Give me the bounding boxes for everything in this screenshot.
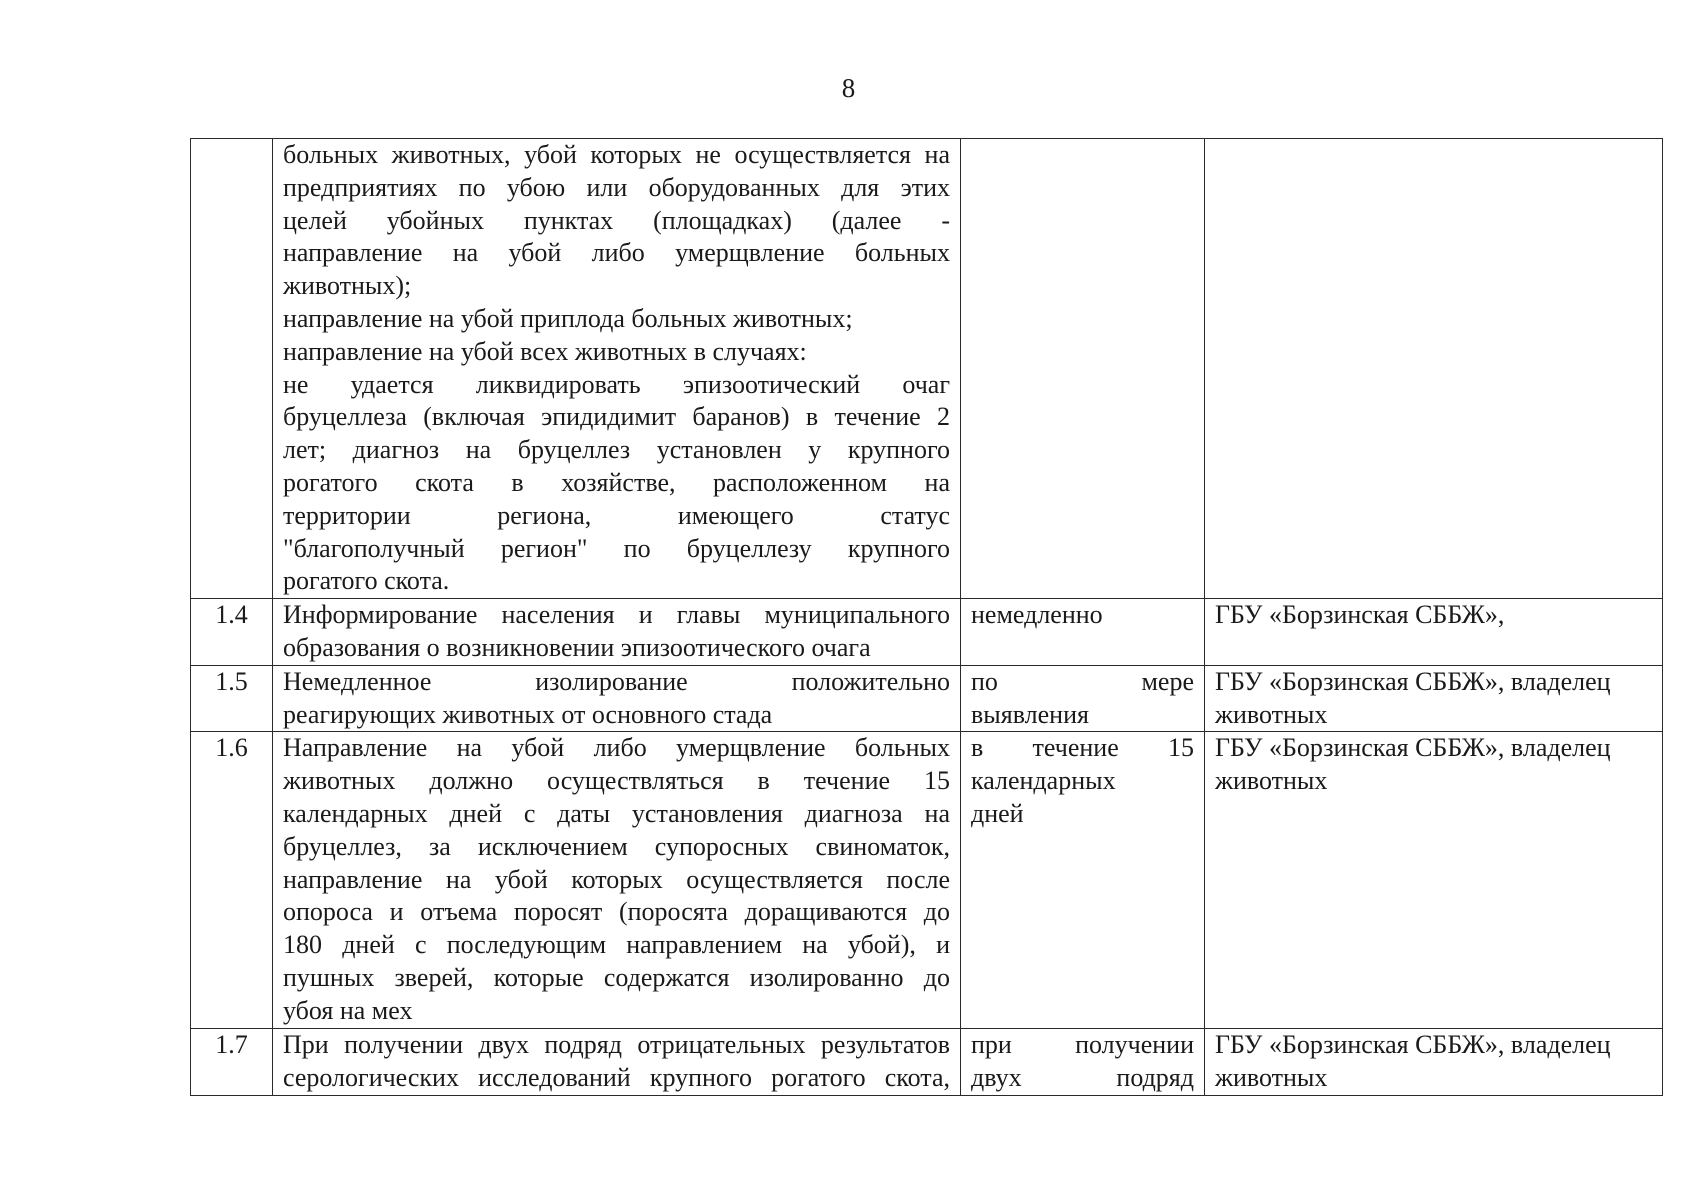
term-line: выявления bbox=[971, 699, 1089, 729]
action-line: лет; диагноз на бруцеллез установлен у крупного bbox=[283, 435, 950, 465]
action-line: При получении двух подряд отрицательных результатов bbox=[283, 1030, 950, 1060]
action-line: предприятиях по убою или оборудованных для этих bbox=[283, 172, 950, 202]
action-line: бруцеллез, за исключением супоросных свиноматок, bbox=[283, 831, 950, 861]
row-number: 1.7 bbox=[191, 1029, 273, 1096]
action-line: не удается ликвидировать эпизоотический очаг bbox=[283, 369, 950, 399]
action-cell bbox=[273, 139, 961, 599]
responsible-line: ГБУ «Борзинская СББЖ», владелец bbox=[1215, 666, 1611, 696]
action-line: больных животных, убой которых не осуществляется на bbox=[283, 140, 950, 169]
page-number: 8 bbox=[841, 73, 856, 103]
term-cell bbox=[961, 732, 1205, 1029]
term-cell bbox=[961, 665, 1205, 732]
term-line: двух подряд bbox=[971, 1063, 1194, 1093]
row-number: 1.6 bbox=[191, 732, 273, 1029]
term-cell bbox=[961, 1029, 1205, 1096]
action-line: "благополучный регион" по бруцеллезу крупного bbox=[283, 533, 950, 563]
responsible-line: ГБУ «Борзинская СББЖ», bbox=[1215, 600, 1505, 630]
action-line: направление на убой которых осуществляется после bbox=[283, 864, 950, 894]
term-cell bbox=[961, 139, 1205, 599]
term-line: по мере bbox=[971, 666, 1194, 696]
action-line: серологических исследований крупного рогатого скота, bbox=[283, 1063, 950, 1093]
action-line: убоя на мех bbox=[283, 995, 413, 1025]
action-cell bbox=[273, 665, 961, 732]
table-row bbox=[191, 1029, 1663, 1096]
action-line: пушных зверей, которые содержатся изолированно до bbox=[283, 962, 950, 992]
table-row bbox=[191, 599, 1663, 666]
action-line: Информирование населения и главы муниципального bbox=[283, 600, 950, 630]
table-row bbox=[191, 732, 1663, 1029]
action-line: рогатого скота. bbox=[283, 566, 450, 596]
row-number: 1.4 bbox=[191, 599, 273, 666]
action-line: календарных дней с даты установления диагноза на bbox=[283, 798, 950, 828]
action-line: направление на убой приплода больных животных; bbox=[283, 303, 853, 333]
responsible-cell bbox=[1205, 732, 1663, 1029]
action-line: рогатого скота в хозяйстве, расположенном на bbox=[283, 467, 950, 497]
table-row bbox=[191, 139, 1663, 599]
action-line: животных); bbox=[283, 271, 412, 301]
responsible-line: ГБУ «Борзинская СББЖ», владелец bbox=[1215, 1030, 1611, 1060]
action-line: образования о возникновении эпизоотического очага bbox=[283, 632, 871, 662]
action-line: реагирующих животных от основного стада bbox=[283, 699, 773, 729]
responsible-line: животных bbox=[1215, 766, 1328, 796]
responsible-line: ГБУ «Борзинская СББЖ», владелец bbox=[1215, 733, 1611, 763]
measures-table bbox=[190, 138, 1663, 1096]
action-line: Немедленное изолирование положительно bbox=[283, 666, 950, 696]
responsible-cell bbox=[1205, 665, 1663, 732]
responsible-line: животных bbox=[1215, 1063, 1328, 1093]
row-number: 1.5 bbox=[191, 665, 273, 732]
action-line: направление на убой либо умерщвление больных bbox=[283, 238, 950, 268]
action-line: Направление на убой либо умерщвление больных bbox=[283, 733, 950, 763]
action-line: направление на убой всех животных в случаях: bbox=[283, 336, 807, 366]
table-row bbox=[191, 665, 1663, 732]
action-line: целей убойных пунктах (площадках) (далее - bbox=[283, 205, 950, 235]
responsible-cell bbox=[1205, 599, 1663, 666]
action-cell bbox=[273, 732, 961, 1029]
term-line: немедленно bbox=[971, 600, 1103, 630]
term-line: в течение 15 bbox=[971, 733, 1194, 763]
term-line: календарных bbox=[971, 766, 1116, 796]
action-cell bbox=[273, 599, 961, 666]
action-line: 180 дней с последующим направлением на убой), и bbox=[283, 930, 950, 960]
action-line: животных должно осуществляться в течение 15 bbox=[283, 766, 950, 796]
action-line: территории региона, имеющего статус bbox=[283, 500, 950, 530]
row-number bbox=[191, 139, 273, 599]
term-line: дней bbox=[971, 798, 1024, 828]
term-line: при получении bbox=[971, 1030, 1194, 1060]
action-line: опороса и отъема поросят (поросята доращиваются до bbox=[283, 897, 950, 927]
responsible-line: животных bbox=[1215, 699, 1328, 729]
responsible-cell bbox=[1205, 139, 1663, 599]
term-cell bbox=[961, 599, 1205, 666]
action-cell bbox=[273, 1029, 961, 1096]
responsible-cell bbox=[1205, 1029, 1663, 1096]
action-line: бруцеллеза (включая эпидидимит баранов) в течение 2 bbox=[283, 402, 950, 432]
